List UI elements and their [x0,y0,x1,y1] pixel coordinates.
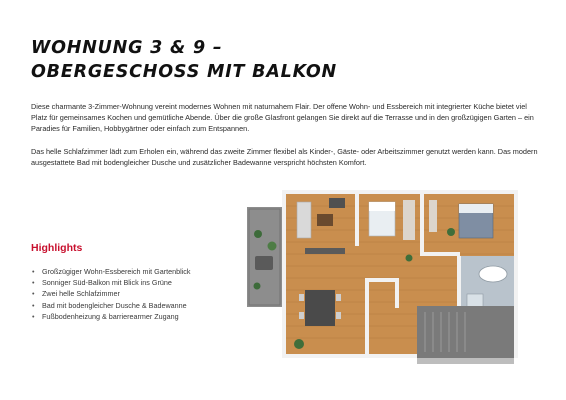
description-paragraph-1: Diese charmante 3-Zimmer-Wohnung vereint modernes Wohnen mit naturnahem Flair. Der offene Wohn- und Essbereich mit integrierter Küche bietet viel Platz für gemeinsames Kochen und gemütliche Abende. Über die große Glasfront gelangen Sie direkt auf die Terrasse und in den großzügigen Garten – ein Paradies für Familien, Hobbygärtner oder einfach zum Entspannen. [31,102,534,133]
list-item [31,311,190,322]
sofa [297,202,311,238]
bed-pillow [459,204,493,213]
wall-shadow [417,358,514,364]
wardrobe [403,200,415,240]
plant-icon [254,283,261,290]
page-title-line-1: WOHNUNG 3 & 9 – [31,38,223,58]
bullet-icon: • [32,267,35,276]
highlight-text: Großzügiger Wohn-Essbereich mit Gartenblick [42,267,191,276]
dining-table [305,290,335,326]
coffee-table [317,214,333,226]
list-item [31,266,190,277]
balcony-table [255,256,273,270]
kitchen-counter [305,248,345,254]
bathtub [479,266,507,282]
bullet-icon: • [32,300,35,310]
plant-icon [447,228,455,236]
highlights-heading: Highlights [31,242,83,254]
bullet-icon: • [32,311,35,321]
list-item [31,277,190,288]
highlights-list [31,266,190,322]
list-item [31,300,190,311]
floor-plan-image [245,186,521,400]
bullet-icon: • [32,289,35,299]
list-item [31,288,190,299]
highlight-text: Sonniger Süd-Balkon mit Blick ins Grüne [42,278,172,288]
highlight-text: Fußbodenheizung & barrierearmer Zugang [42,311,179,321]
plant-icon [268,242,277,251]
wardrobe [429,200,437,232]
page-title-line-2: OBERGESCHOSS MIT BALKON [31,62,337,82]
highlight-text: Zwei helle Schlafzimmer [42,289,120,299]
page-title [31,36,431,84]
bullet-icon: • [32,278,35,288]
plant-icon [294,339,304,349]
plant-icon [254,230,262,238]
description-paragraph-2: Das helle Schlafzimmer lädt zum Erholen ein, während das zweite Zimmer flexibel als Kinder-, Gäste- oder Arbeitszimmer genutzt werden kann. Das modern ausgestattete Bad mit bodengleicher Dusche und zusätzlicher Badewanne verspricht höchsten Komfort. [31,147,538,167]
bed-pillow [369,202,395,211]
plant-icon [406,255,413,262]
highlight-text: Bad mit bodengleicher Dusche & Badewanne [42,300,187,310]
armchair [329,198,345,208]
